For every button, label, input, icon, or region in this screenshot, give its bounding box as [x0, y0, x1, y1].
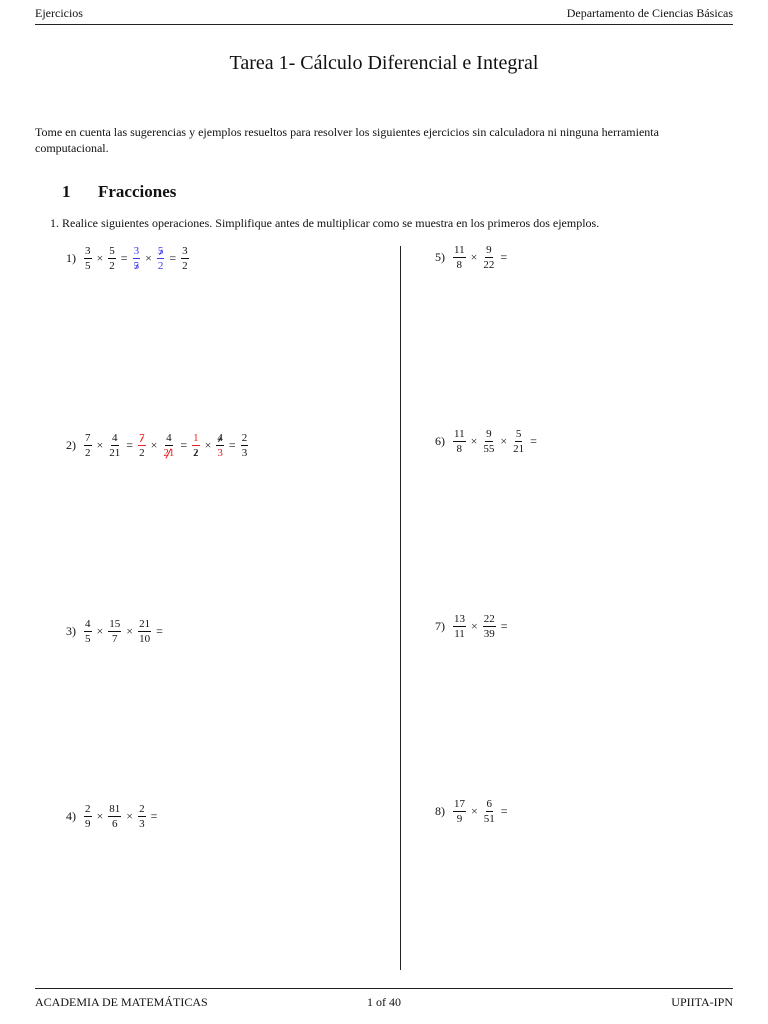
- fraction: [453, 798, 466, 825]
- fraction-result: [241, 432, 249, 459]
- equals-sign: =: [530, 434, 537, 448]
- numerator: 7: [85, 432, 91, 444]
- fraction: [453, 428, 466, 455]
- fraction-highlighted: [157, 245, 165, 272]
- footer-right: UPIITA-IPN: [671, 995, 733, 1009]
- numerator: 22: [483, 613, 495, 625]
- footer-left: ACADEMIA DE MATEMÁTICAS: [35, 995, 208, 1009]
- numerator: 3: [182, 245, 188, 257]
- equals-sign: =: [120, 251, 128, 265]
- times-sign: ×: [471, 619, 478, 633]
- fraction-highlighted: [138, 432, 146, 459]
- numerator: 15: [109, 618, 121, 630]
- denominator: 21: [109, 447, 121, 459]
- numerator: 3: [85, 245, 91, 257]
- exercise-8: [435, 798, 512, 825]
- times-sign: ×: [150, 438, 158, 452]
- denominator: 9: [85, 818, 91, 830]
- numerator: 2: [241, 432, 248, 444]
- numerator: 4: [166, 432, 172, 444]
- numerator: 2: [139, 803, 145, 815]
- times-sign: ×: [471, 804, 478, 818]
- denominator-cancelled: 2: [193, 447, 199, 459]
- denominator: 39: [483, 628, 495, 640]
- numerator: 5: [109, 245, 115, 257]
- page-number: 1 of 40: [367, 995, 401, 1009]
- equals-sign: =: [156, 624, 163, 638]
- exercise-2: [66, 432, 249, 459]
- numerator-cancelled: 4: [217, 432, 223, 444]
- denominator: 9: [456, 813, 463, 825]
- numerator: 9: [486, 244, 492, 256]
- denominator-cancelled: 5: [133, 260, 140, 272]
- denominator: 6: [112, 818, 118, 830]
- equals-sign: =: [180, 438, 188, 452]
- denominator: 5: [85, 260, 91, 272]
- fraction-result: [181, 245, 189, 272]
- times-sign: ×: [145, 251, 152, 265]
- exercise-label: 3): [66, 624, 76, 638]
- times-sign: ×: [204, 438, 212, 452]
- times-sign: ×: [500, 434, 508, 448]
- fraction: [84, 432, 92, 459]
- fraction: [84, 618, 92, 645]
- numerator: 11: [454, 244, 465, 256]
- fraction: [108, 618, 121, 645]
- denominator: 8: [456, 443, 463, 455]
- fraction: [483, 613, 496, 640]
- fraction: [108, 803, 121, 830]
- fraction: [108, 432, 121, 459]
- denominator: 3: [139, 818, 145, 830]
- numerator: 4: [112, 432, 118, 444]
- times-sign: ×: [96, 438, 104, 452]
- fraction: [482, 244, 495, 271]
- numerator: 11: [454, 428, 465, 440]
- times-sign: ×: [470, 434, 478, 448]
- exercise-6: [435, 428, 541, 455]
- fraction: [512, 428, 525, 455]
- equals-sign: =: [126, 438, 134, 452]
- fraction: [453, 613, 466, 640]
- fraction: [108, 245, 116, 272]
- numerator: 81: [109, 803, 121, 815]
- footer-rule: [35, 988, 733, 989]
- fraction: [138, 803, 146, 830]
- denominator: 7: [112, 633, 118, 645]
- times-sign: ×: [126, 624, 134, 638]
- page-title: Tarea 1- Cálculo Diferencial e Integral: [229, 52, 539, 74]
- denominator: 2: [157, 260, 164, 272]
- fraction-highlighted: [133, 245, 141, 272]
- times-sign: ×: [96, 624, 104, 638]
- times-sign: ×: [96, 251, 104, 265]
- numerator: 2: [85, 803, 91, 815]
- denominator: 51: [483, 813, 495, 825]
- exercise-label: 4): [66, 809, 76, 823]
- times-sign: ×: [96, 809, 104, 823]
- numerator: 3: [133, 245, 140, 257]
- numerator: 4: [85, 618, 91, 630]
- column-divider: [400, 246, 401, 970]
- exercise-label: 1): [66, 251, 76, 265]
- denominator: 11: [454, 628, 465, 640]
- numerator-cancelled: 7: [139, 432, 145, 444]
- fraction: [483, 798, 496, 825]
- section-title: Fracciones: [98, 182, 177, 201]
- denominator: 2: [109, 260, 115, 272]
- equals-sign: =: [500, 619, 508, 633]
- denominator: 10: [139, 633, 151, 645]
- numerator: 21: [139, 618, 151, 630]
- numerator: 13: [454, 613, 465, 625]
- header-rule: [35, 24, 733, 25]
- exercise-label: 5): [435, 250, 445, 264]
- exercise-label: 7): [435, 619, 445, 633]
- equals-sign: =: [500, 250, 508, 264]
- exercise-5: [435, 244, 511, 271]
- fraction: [138, 618, 151, 645]
- header-right: Departamento de Ciencias Básicas: [566, 6, 733, 20]
- denominator: 2: [139, 447, 145, 459]
- exercise-1: [66, 245, 190, 272]
- numerator-cancelled: 5: [157, 245, 164, 257]
- denominator: 5: [85, 633, 91, 645]
- equals-sign: =: [169, 251, 177, 265]
- exercise-3: [66, 618, 167, 645]
- exercise-label: 2): [66, 438, 76, 452]
- equals-sign: =: [228, 438, 236, 452]
- numerator: 5: [515, 428, 522, 440]
- denominator: 8: [456, 259, 463, 271]
- intro-paragraph: Tome en cuenta las sugerencias y ejemplos resueltos para resolver los siguientes ejercicios sin calculadora ni ninguna herramienta computacional.: [35, 125, 659, 155]
- numerator: 9: [486, 428, 492, 440]
- equals-sign: =: [150, 809, 158, 823]
- exercise-4: [66, 803, 161, 830]
- fraction: [453, 244, 466, 271]
- numerator: 1: [193, 432, 199, 444]
- denominator-cancelled: 21: [163, 447, 175, 459]
- denominator: 3: [217, 447, 223, 459]
- times-sign: ×: [470, 250, 478, 264]
- denominator: 2: [182, 260, 188, 272]
- equals-sign: =: [500, 804, 508, 818]
- fraction-highlighted: [162, 432, 175, 459]
- exercise-label: 6): [435, 434, 445, 448]
- fraction-highlighted: [192, 432, 200, 459]
- numerator: 17: [454, 798, 465, 810]
- denominator: 22: [483, 259, 495, 271]
- fraction: [84, 803, 92, 830]
- denominator: 55: [483, 443, 495, 455]
- fraction: [84, 245, 92, 272]
- exercise-label: 8): [435, 804, 445, 818]
- exercise-7: [435, 613, 512, 640]
- header-left: Ejercicios: [35, 6, 83, 20]
- times-sign: ×: [126, 809, 134, 823]
- section-heading: [62, 182, 176, 202]
- denominator: 21: [513, 443, 525, 455]
- denominator: 2: [85, 447, 91, 459]
- fraction-highlighted: [216, 432, 224, 459]
- denominator: 3: [241, 447, 248, 459]
- instruction-text: 1. Realice siguientes operaciones. Simplifique antes de multiplicar como se muestra en los primeros dos ejemplos.: [50, 216, 600, 230]
- section-number: 1: [62, 182, 71, 201]
- numerator: 6: [486, 798, 493, 810]
- fraction: [482, 428, 495, 455]
